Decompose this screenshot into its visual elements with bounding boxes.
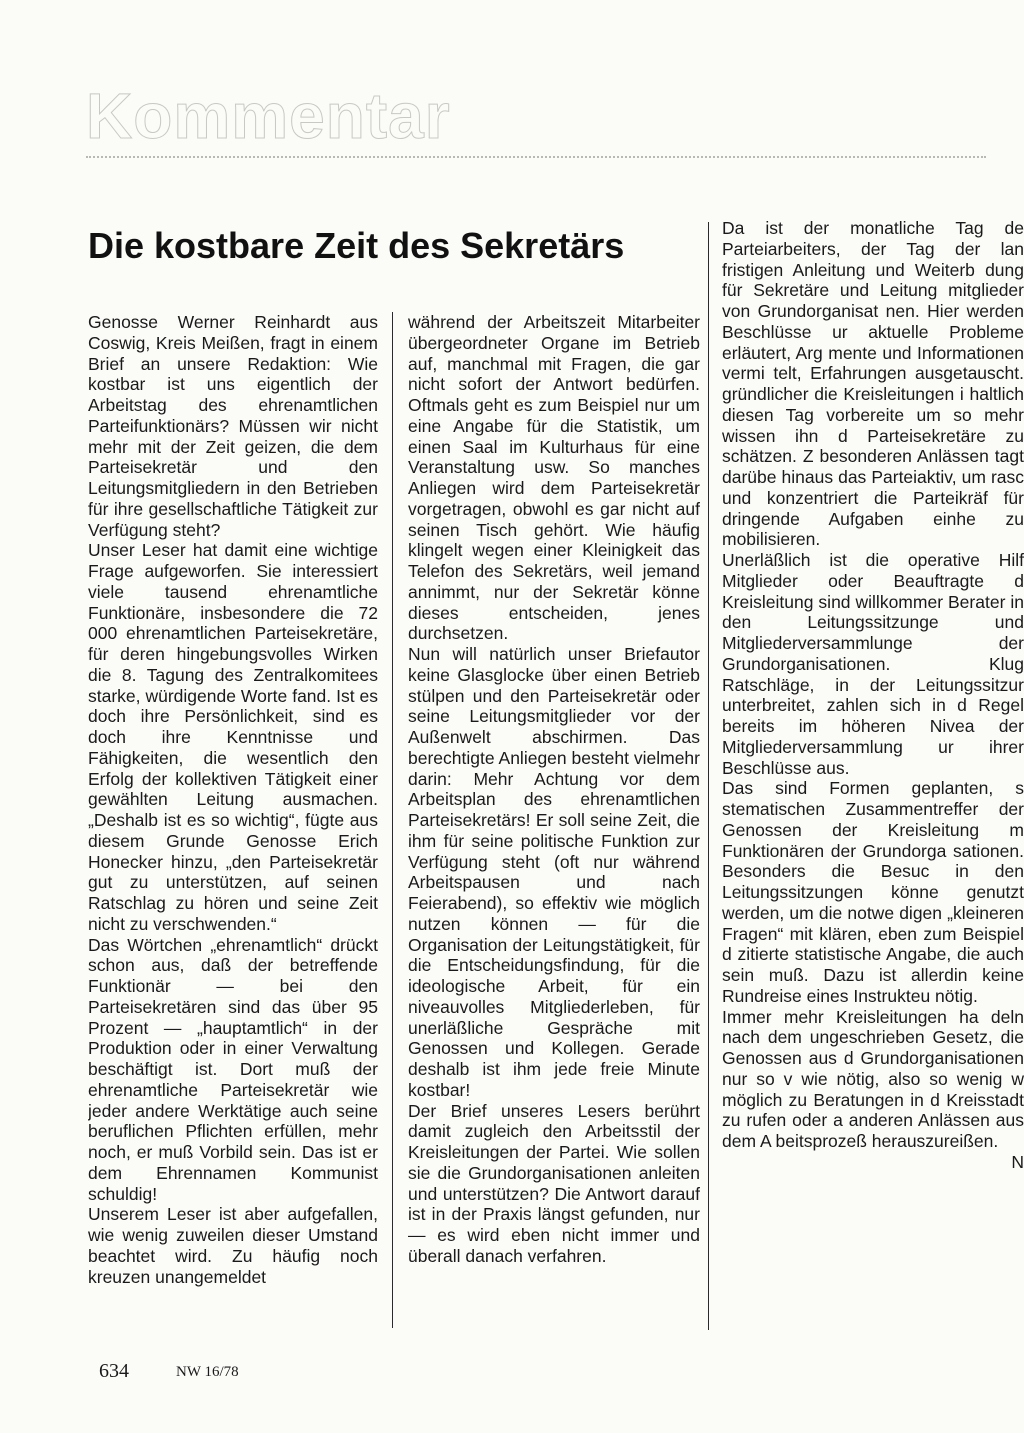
kicker-rule xyxy=(86,156,986,158)
column-divider xyxy=(708,222,709,1330)
column-divider xyxy=(392,312,393,1328)
article-column-1 xyxy=(88,312,378,1332)
paragraph: Unser Leser hat damit eine wichtige Frage aufgeworfen. Sie interessiert viele tausend ehrenamtliche Funktionäre, insbesondere die 72 000 ehrenamtlichen Parteisekretäre, für deren hingebungsvolles Wirken die 8. Tagung des Zentralkomitees starke, würdigende Worte fand. Ist es doch ihre Persönlichkeit, sind es doch ihre Kenntnisse und Fähigkeiten, die wesentlich den Erfolg der kollektiven Tätigkeit einer gewählten Leitung ausmachen. „Deshalb ist es so wichtig“, fügte aus diesem Grunde Genosse Erich Honecker hinzu, „den Parteisekretär gut zu unterstützen, auf seinen Ratschlag zu hören und seine Zeit nicht zu verschwenden.“ xyxy=(88,540,378,934)
paragraph: Nun will natürlich unser Briefautor keine Glasglocke über einen Betrieb stülpen und den Parteisekretär oder seine Leitungsmitglieder vor der Außenwelt abschirmen. Das berechtigte Anliegen besteht vielmehr darin: Mehr Achtung vor dem Arbeitsplan des ehrenamtlichen Parteisekretärs! Er soll seine Zeit, die ihm für seine politische Funktion zur Verfügung steht (oft nur während Arbeitspausen und nach Feierabend), so effektiv wie möglich nutzen können — für die Organisation der Leitungstätigkeit, für die Entscheidungsfindung, für die ideologische Arbeit, für ein niveauvolles Mitgliederleben, für unerläßliche Gespräche mit Genossen und Kollegen. Gerade deshalb ist ihm jede freie Minute kostbar! xyxy=(408,644,700,1100)
paragraph: Der Brief unseres Lesers berührt damit zugleich den Arbeitsstil der Kreisleitungen der Partei. Wie sollen sie die Grundorganisationen anleiten und unterstützen? Die Antwort darauf ist in der Praxis längst gefunden, nur — es wird eben nicht immer und überall danach verfahren. xyxy=(408,1100,700,1266)
paragraph: Genosse Werner Reinhardt aus Coswig, Kreis Meißen, fragt in einem Brief an unsere Redaktion: Wie kostbar ist uns eigentlich der Arbeitstag des ehrenamtlichen Parteifunktionärs? Müssen wir nicht mehr mit der Zeit geizen, die dem Parteisekretär und den Leitungsmitgliedern in den Betrieben für ihre gesellschaftliche Tätigkeit zur Verfügung steht? xyxy=(88,312,378,540)
article-column-2 xyxy=(408,312,700,1332)
page-number: 634 xyxy=(99,1360,129,1382)
paragraph: Da ist der monatliche Tag de Parteiarbeiters, der Tag der lan fristigen Anleitung und Weiterb dung für Sekretäre und Leitung mitglieder von Grundorganisat nen. Hier werden Beschlüsse ur aktuelle Probleme erläutert, Arg mente und Informationen vermi telt, Erfahrungen ausgetauscht. gründlicher die Kreisleitungen i haltlich diesen Tag vorbereite um so mehr wissen ihn d Parteisekretäre zu schätzen. Z besonderen Anlässen tagt darübe hinaus das Parteiaktiv, um rasc und konzentriert die Parteikräf für dringende Aufgaben einhe zu mobilisieren. xyxy=(722,218,1024,550)
paragraph: Unserem Leser ist aber aufgefallen, wie wenig zuweilen dieser Umstand beachtet wird. Zu häufig noch kreuzen unangemeldet xyxy=(88,1204,378,1287)
issue-reference: NW 16/78 xyxy=(176,1364,239,1380)
author-signature: N xyxy=(1011,1151,1024,1172)
paragraph: Unerläßlich ist die operative Hilf Mitglieder oder Beauftragte d Kreisleitung sind willkommer Berater in den Leitungssitzunge und Mitgliederversammlunge der Grundorganisationen. Klug Ratschläge, in der Leitungssitzur unterbreitet, zahlen sich in d Regel bereits im höheren Nivea der Mitgliederversammlung ur ihrer Beschlüsse aus. xyxy=(722,550,1024,778)
paragraph: Das Wörtchen „ehrenamtlich“ drückt schon aus, daß der betreffende Funktionär — bei den Parteisekretären sind das über 95 Prozent — „hauptamtlich“ in der Produktion oder in einer Verwaltung beschäftigt ist. Dort muß der ehrenamtliche Parteisekretär wie jeder andere Werktätige auch seine beruflichen Pflichten erfüllen, mehr noch, er muß Vorbild sein. Das ist er dem Ehrennamen Kommunist schuldig! xyxy=(88,934,378,1204)
article-headline: Die kostbare Zeit des Sekretärs xyxy=(88,225,625,266)
paragraph: Das sind Formen geplanten, s stematischen Zusammentreffer der Genossen der Kreisleitung m Funktionären der Grundorga sationen. Besonders die Besuc in den Leitungssitzungen könne genutzt werden, um die notwe digen „kleineren Fragen“ mit klären, eben zum Beispiel d zitierte statistische Angabe, die auch sein muß. Dazu ist allerdin keine Rundreise eines Instrukteu nötig. xyxy=(722,778,1024,1006)
article-column-3 xyxy=(722,218,1024,1338)
section-kicker: Kommentar xyxy=(86,80,451,152)
paragraph: Immer mehr Kreisleitungen ha deln nach dem ungeschrieben Gesetz, die Genossen aus d Grundorganisationen nur so v wie nötig, also so wenig w möglich zu Beratungen in d Kreisstadt zu rufen oder a anderen Anlässen aus dem A beitsprozeß herauszureißen. xyxy=(722,1006,1024,1151)
paragraph: während der Arbeitszeit Mitarbeiter übergeordneter Organe im Betrieb auf, manchmal mit Fragen, die gar nicht sofort der Antwort bedürfen. Oftmals geht es zum Beispiel nur um eine Angabe für die Statistik, um einen Saal im Kulturhaus für eine Veranstaltung usw. So manches Anliegen wird dem Parteisekretär vorgetragen, obwohl es gar nicht auf seinen Tisch gehört. Wie häufig klingelt wegen einer Kleinigkeit das Telefon des Sekretärs, weil jemand annimmt, nur der Sekretär könne dieses entscheiden, jenes durchsetzen. xyxy=(408,312,700,644)
